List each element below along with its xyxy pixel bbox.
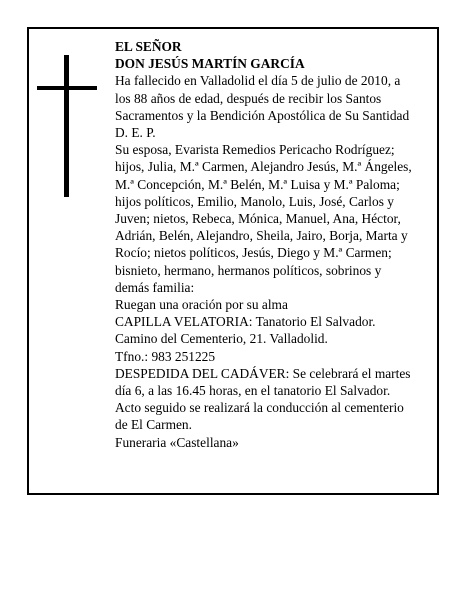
body-line: CAPILLA VELATORIA: Tanatorio El Salvador. [115,314,376,330]
body-line: demás familia: [115,279,195,295]
body-line: Su esposa, Evarista Remedios Pericacho Rodríguez; [115,142,395,158]
body-line: Acto seguido se realizará la conducción al cementerio [115,400,404,416]
body-line: Funeraria «Castellana» [115,434,239,450]
deceased-title: EL SEÑOR [115,39,182,54]
deceased-name: DON JESÚS MARTÍN GARCÍA [115,56,305,72]
cross-icon-horizontal [37,86,97,90]
body-line: Rocío; nietos políticos, Jesús, Diego y M.ª Carmen; [115,245,392,261]
body-line: DESPEDIDA DEL CADÁVER: Se celebrará el martes [115,365,411,381]
body-line: Tfno.: 983 251225 [115,348,216,364]
body-line: Camino del Cementerio, 21. Valladolid. [115,331,328,347]
body-line: M.ª Concepción, M.ª Belén, M.ª Luisa y M.ª Paloma; [115,176,400,192]
body-line: bisnieto, hermano, hermanos políticos, sobrinos y [115,262,382,278]
body-line: Ruegan una oración por su alma [115,297,288,313]
cross-icon-vertical [64,55,69,197]
body-line: D. E. P. [115,125,156,141]
body-line: hijos, Julia, M.ª Carmen, Alejandro Jesús, M.ª Ángeles, [115,159,412,175]
body-line: Juven; nietos, Rebeca, Mónica, Manuel, Ana, Héctor, [115,211,401,227]
body-line: Ha fallecido en Valladolid el día 5 de julio de 2010, a [115,73,401,89]
body-line: día 6, a las 16.45 horas, en el tanatorio El Salvador. [115,383,391,399]
obituary-text [115,38,433,451]
body-line: los 88 años de edad, después de recibir los Santos [115,90,382,106]
body-line: Sacramentos y la Bendición Apostólica de Su Santidad [115,107,410,123]
body-line: hijos políticos, Emilio, Manolo, Luis, José, Carlos y [115,193,394,209]
body-line: de El Carmen. [115,417,192,433]
body-line: Adrián, Belén, Alejandro, Sheila, Jairo, Borja, Marta y [115,228,408,244]
